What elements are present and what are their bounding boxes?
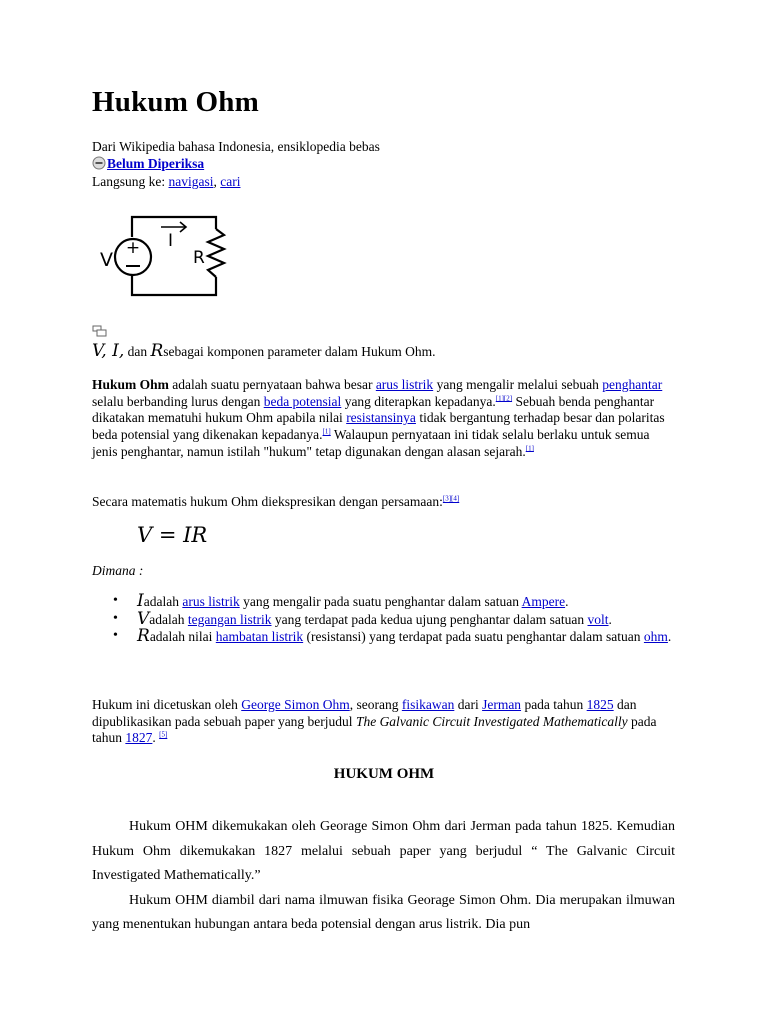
- symbol-v: V: [137, 608, 150, 629]
- intro-text: Sebuah benda penghantar dikatakan mematuhi hukum Ohm apabila nilai: [92, 393, 655, 426]
- list-item: • Vadalah tegangan listrik yang terdapat pada kedua ujung penghantar dalam satuan volt.: [113, 608, 612, 629]
- intro-text: tidak bergantung terhadap besar dan polaritas beda potensial yang dikenakan kepadanya.: [92, 410, 665, 443]
- figure-caption: [92, 341, 435, 361]
- list-text: yang mengalir pada suatu penghantar dalam satuan: [239, 594, 522, 609]
- history-text: pada tahun: [92, 713, 657, 746]
- ref-5[interactable]: [5]: [159, 730, 168, 739]
- list-item: • Iadalah arus listrik yang mengalir pada suatu penghantar dalam satuan Ampere.: [113, 591, 569, 611]
- link-fisikawan[interactable]: fisikawan: [401, 697, 455, 712]
- symbol-i: I: [137, 591, 144, 611]
- review-status[interactable]: [92, 156, 204, 172]
- dimana-label: Dimana :: [92, 563, 144, 578]
- list-text: .: [608, 611, 612, 627]
- resistor-zigzag: [208, 229, 224, 277]
- intro-text: selalu berbanding lurus dengan: [92, 393, 264, 409]
- status-circle-icon: [92, 156, 106, 170]
- link-1825[interactable]: 1825: [586, 697, 614, 712]
- ref-1[interactable]: [1]: [322, 427, 331, 436]
- body-paragraph: Hukum OHM dikemukakan oleh Georage Simon Ohm dari Jerman pada tahun 1825. Kemudian Hukum Ohm dikemukakan 1827 melalui sebuah paper yang berjudul “ The Galvanic Circuit Investigated Mathematically.”: [92, 819, 675, 883]
- intro-text: yang mengalir melalui sebuah: [433, 377, 603, 392]
- ref-1-2[interactable]: [1][2]: [495, 394, 513, 403]
- enlarge-icon[interactable]: [92, 324, 108, 336]
- ref-1b[interactable]: [1]: [525, 444, 534, 453]
- history-text: Hukum ini dicetuskan oleh: [92, 697, 242, 712]
- link-beda-potensial[interactable]: beda potensial: [263, 393, 342, 409]
- history-text: , seorang: [349, 697, 402, 712]
- link-resistansinya[interactable]: resistansinya: [346, 410, 416, 426]
- circuit-label-v: V: [100, 249, 113, 271]
- definition-list: [113, 593, 683, 646]
- history-text: pada tahun: [521, 697, 587, 712]
- ohm-equation: V = IR: [137, 523, 208, 547]
- list-text: adalah nilai: [149, 629, 216, 645]
- circuit-label-i: I: [168, 231, 174, 251]
- list-text: adalah: [143, 594, 183, 609]
- link-arus-listrik-2[interactable]: arus listrik: [182, 594, 240, 609]
- body-paragraph: Hukum OHM diambil dari nama ilmuwan fisika Georage Simon Ohm. Dia merupakan ilmuwan yang menentukan hubungan antara beda potensial dengan arus listrik. Dia pun: [92, 892, 675, 932]
- page-title: Hukum Ohm: [92, 86, 259, 118]
- link-ampere[interactable]: Ampere: [521, 594, 566, 609]
- intro-text: adalah suatu pernyataan bahwa besar: [168, 377, 376, 392]
- nav-link[interactable]: navigasi: [168, 174, 214, 189]
- math-intro-text: Secara matematis hukum Ohm diekspresikan dengan persamaan:: [92, 494, 443, 509]
- history-text: dan dipublikasikan pada sebuah paper yang berjudul: [92, 697, 637, 729]
- body-text: [92, 815, 675, 938]
- link-volt[interactable]: volt: [587, 611, 609, 627]
- link-hambatan-listrik[interactable]: hambatan listrik: [215, 629, 304, 645]
- caption-text: sebagai komponen parameter dalam Hukum Ohm.: [163, 344, 436, 359]
- paper-title: The Galvanic Circuit Investigated Mathematically: [355, 713, 628, 729]
- link-1827[interactable]: 1827: [125, 730, 153, 746]
- jump-nav-label: Langsung ke:: [92, 174, 169, 189]
- caption-math-r: R: [150, 341, 164, 361]
- caption-dan: dan: [124, 344, 151, 359]
- search-link[interactable]: cari: [220, 174, 241, 189]
- link-arus-listrik[interactable]: arus listrik: [375, 377, 434, 392]
- symbol-r: R: [137, 626, 150, 647]
- ref-3-4[interactable]: [3][4]: [442, 494, 460, 503]
- caption-math-vi: V, I,: [92, 341, 125, 361]
- intro-paragraph: [92, 377, 677, 461]
- math-intro: [92, 494, 459, 510]
- current-arrow: [161, 222, 186, 232]
- link-tegangan-listrik[interactable]: tegangan listrik: [187, 611, 272, 627]
- circuit-label-r: R: [193, 248, 205, 268]
- history-text: .: [152, 730, 160, 746]
- review-status-link[interactable]: Belum Diperiksa: [107, 156, 205, 171]
- intro-text: yang diterapkan kepadanya.: [341, 393, 496, 409]
- link-george-simon-ohm[interactable]: George Simon Ohm: [241, 697, 350, 712]
- list-text: .: [667, 629, 672, 645]
- page-subtitle: Dari Wikipedia bahasa Indonesia, ensiklopedia bebas: [92, 139, 380, 154]
- list-text: adalah: [149, 611, 188, 627]
- intro-bold: Hukum Ohm: [92, 377, 169, 392]
- list-text: yang terdapat pada kedua ujung penghantar dalam satuan: [271, 611, 588, 627]
- jump-nav: [92, 174, 240, 190]
- link-ohm[interactable]: ohm: [643, 629, 668, 645]
- section-title: HUKUM OHM: [333, 766, 435, 782]
- list-text: .: [565, 594, 569, 609]
- svg-text:+: +: [125, 238, 141, 258]
- list-item: • Radalah nilai hambatan listrik (resistansi) yang terdapat pada suatu penghantar dalam satuan ohm.: [113, 626, 672, 647]
- history-text: dari: [454, 697, 483, 712]
- circuit-diagram[interactable]: [92, 207, 242, 307]
- link-penghantar[interactable]: penghantar: [602, 377, 663, 392]
- list-text: (resistansi) yang terdapat pada suatu penghantar dalam satuan: [303, 629, 644, 645]
- intro-text: Walaupun pernyataan ini tidak selalu berlaku untuk semua jenis penghantar, namun istilah "hukum" tetap digunakan dengan alasan sejarah.: [92, 427, 650, 459]
- jump-nav-sep: ,: [213, 174, 221, 189]
- link-jerman[interactable]: Jerman: [482, 697, 522, 712]
- history-paragraph: [92, 697, 677, 747]
